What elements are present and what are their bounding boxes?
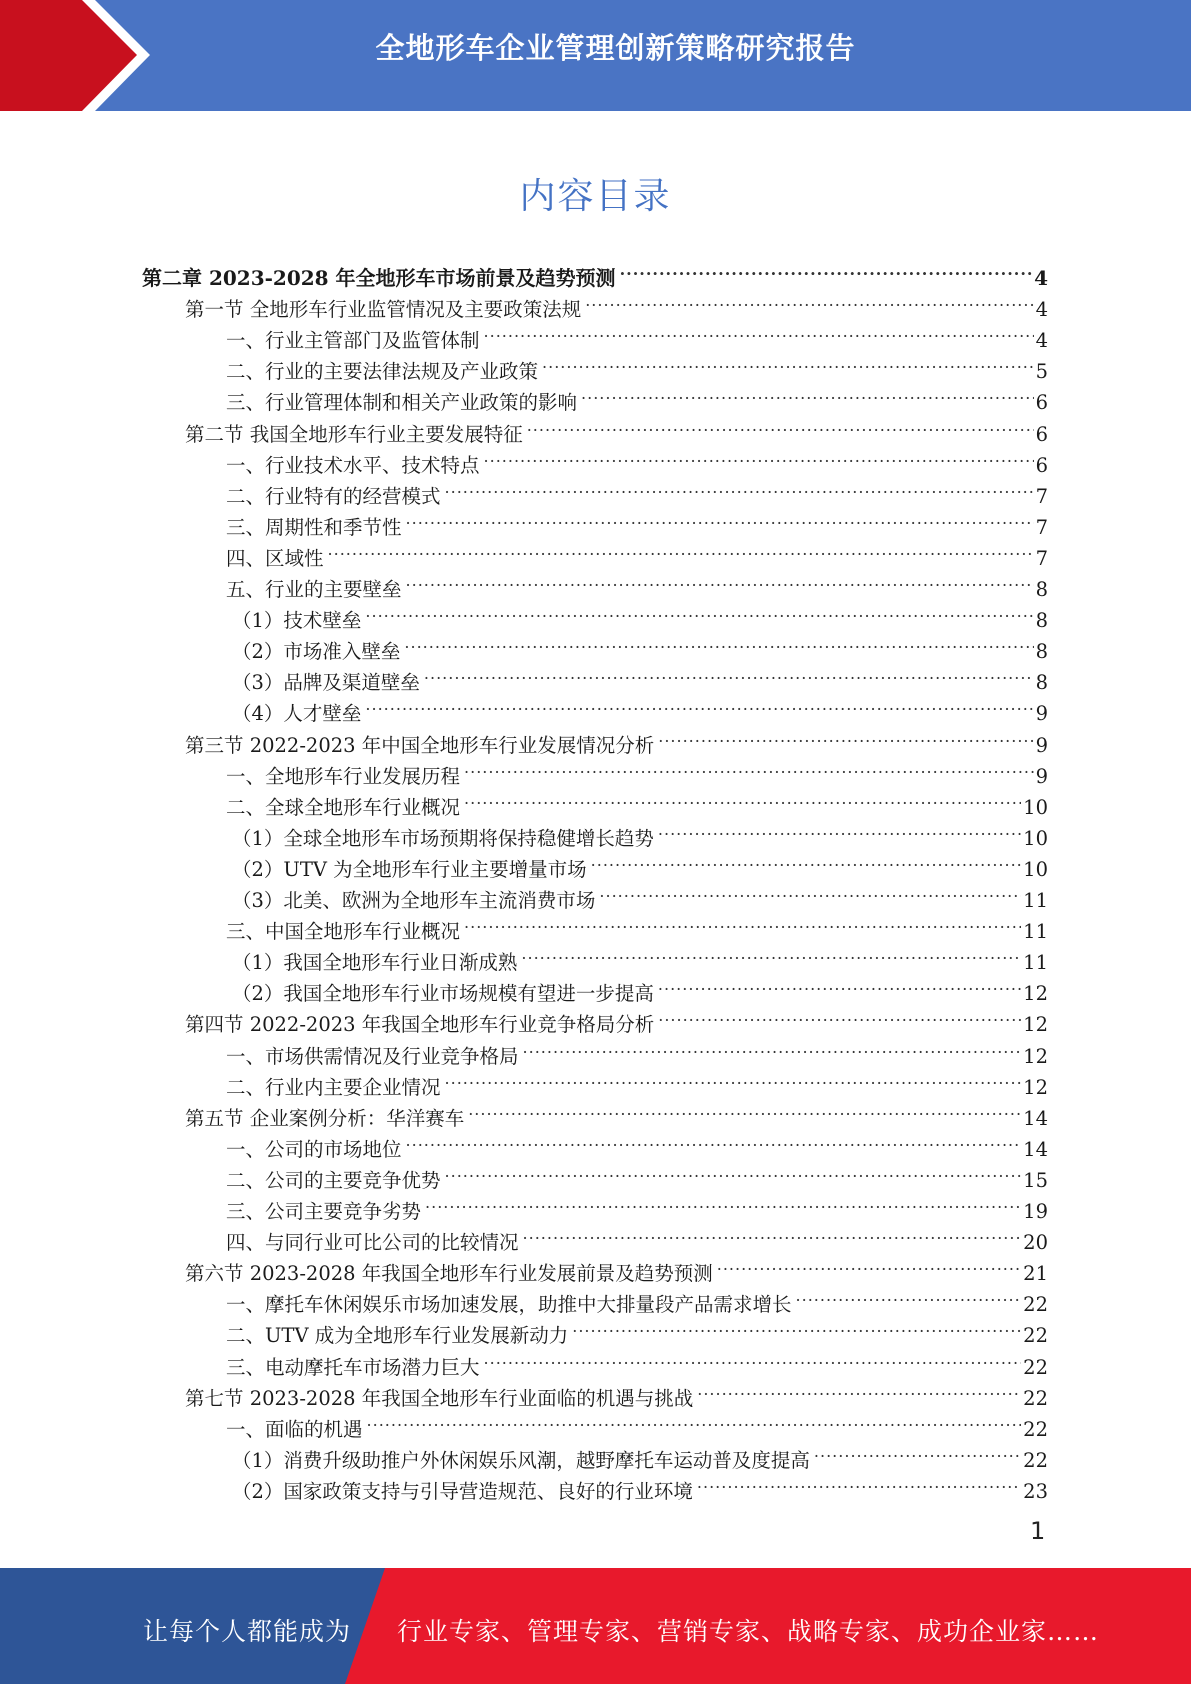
toc-entry-page: 5 [1035, 360, 1048, 383]
toc-entry[interactable] [226, 565, 1048, 601]
toc-entry[interactable] [226, 1187, 1048, 1223]
toc-leader-dots [523, 1032, 1022, 1063]
toc-entry-label: （1）全球全地形车市场预期将保持稳健增长趋势 [232, 827, 654, 850]
report-title: 全地形车企业管理创新策略研究报告 [375, 31, 856, 65]
toc-entry[interactable] [226, 1156, 1048, 1192]
toc-entry-page: 12 [1023, 982, 1048, 1005]
toc-entry-label: 一、全地形车行业发展历程 [226, 765, 461, 788]
toc-leader-dots [658, 721, 1033, 752]
toc-entry-label: 二、行业的主要法律法规及产业政策 [226, 360, 539, 383]
toc-entry-page: 14 [1023, 1107, 1048, 1130]
toc-entry[interactable] [232, 938, 1048, 974]
toc-entry-page: 11 [1023, 951, 1048, 974]
toc-entry[interactable] [232, 596, 1048, 632]
toc-entry[interactable] [232, 1436, 1048, 1472]
toc-entry-label: （1）我国全地形车行业日渐成熟 [232, 951, 518, 974]
toc-entry[interactable] [226, 1343, 1048, 1379]
toc-entry-page: 12 [1023, 1045, 1048, 1068]
toc-entry[interactable] [232, 1467, 1048, 1503]
toc-leader-dots [406, 503, 1034, 534]
toc-entry-page: 22 [1023, 1387, 1048, 1410]
toc-entry-label: 第七节 2023-2028 年我国全地形车行业面临的机遇与挑战 [185, 1387, 694, 1410]
toc-leader-dots [658, 969, 1021, 1000]
toc-entry-page: 10 [1023, 827, 1048, 850]
toc-leader-dots [404, 627, 1033, 658]
toc-entry[interactable] [232, 969, 1048, 1005]
toc-leader-dots [425, 1187, 1021, 1218]
toc-leader-dots [527, 410, 1034, 441]
toc-leader-dots [445, 1063, 1022, 1094]
toc-entry-label: （1）技术壁垒 [232, 609, 362, 632]
toc-leader-dots [445, 472, 1034, 503]
toc-leader-dots [658, 814, 1021, 845]
toc-entry[interactable] [226, 1218, 1048, 1254]
toc-entry-label: 一、摩托车休闲娱乐市场加速发展，助推中大排量段产品需求增长 [226, 1293, 792, 1316]
toc-entry[interactable] [226, 472, 1048, 508]
toc-entry-page: 19 [1023, 1200, 1048, 1223]
toc-leader-dots [484, 316, 1034, 347]
toc-entry-label: 一、面临的机遇 [226, 1418, 363, 1441]
toc-entry-label: （2）市场准入壁垒 [232, 640, 401, 663]
toc-entry[interactable] [185, 410, 1048, 446]
toc-entry[interactable] [226, 1280, 1048, 1316]
toc-leader-dots [406, 565, 1034, 596]
page-number: 1 [1030, 1517, 1046, 1545]
toc-entry[interactable] [226, 752, 1048, 788]
toc-entry-label: 四、区域性 [226, 547, 324, 570]
toc-entry[interactable] [226, 441, 1048, 477]
toc-entry-label: 三、中国全地形车行业概况 [226, 920, 461, 943]
toc-entry-label: （3）北美、欧洲为全地形车主流消费市场 [232, 889, 596, 912]
toc-entry[interactable] [226, 783, 1048, 819]
toc-entry-label: 四、与同行业可比公司的比较情况 [226, 1231, 519, 1254]
toc-entry-label: （2）UTV 为全地形车行业主要增量市场 [232, 858, 587, 881]
toc-entry-page: 22 [1023, 1418, 1048, 1441]
toc-entry-page: 6 [1035, 454, 1048, 477]
toc-entry-label: 二、行业特有的经营模式 [226, 485, 441, 508]
toc-entry-page: 22 [1023, 1293, 1048, 1316]
toc-leader-dots [468, 1094, 1021, 1125]
toc-leader-dots [658, 1000, 1021, 1031]
toc-leader-dots [464, 752, 1034, 783]
toc-leader-dots [424, 658, 1034, 689]
toc-entry[interactable] [232, 627, 1048, 663]
toc-leader-dots [599, 876, 1021, 907]
toc-entry[interactable] [232, 689, 1048, 725]
toc-entry[interactable] [185, 1249, 1048, 1285]
toc-entry-page: 8 [1035, 640, 1048, 663]
toc-leader-dots [796, 1280, 1022, 1311]
report-header [0, 0, 1191, 111]
toc-leader-dots [581, 378, 1034, 409]
toc-entry-page: 10 [1023, 858, 1048, 881]
toc-entry-label: 第六节 2023-2028 年我国全地形车行业发展前景及趋势预测 [185, 1262, 713, 1285]
toc-leader-dots [814, 1436, 1021, 1467]
toc-entry-label: 一、行业技术水平、技术特点 [226, 454, 480, 477]
toc-leader-dots [367, 1405, 1022, 1436]
toc-entry[interactable] [232, 876, 1048, 912]
toc-entry[interactable] [226, 1405, 1048, 1441]
toc-entry-page: 8 [1035, 609, 1048, 632]
toc-entry-page: 22 [1023, 1324, 1048, 1347]
toc-entry-label: 一、市场供需情况及行业竞争格局 [226, 1045, 519, 1068]
toc-leader-dots [484, 441, 1034, 472]
toc-entry[interactable] [232, 658, 1048, 694]
toc-entry-page: 7 [1035, 516, 1048, 539]
toc-entry-page: 9 [1035, 702, 1048, 725]
toc-leader-dots [585, 285, 1033, 316]
toc-leader-dots [620, 254, 1033, 285]
toc-leader-dots [697, 1374, 1021, 1405]
toc-entry-label: 第二章 2023-2028 年全地形车市场前景及趋势预测 [142, 266, 616, 290]
toc-leader-dots [328, 534, 1034, 565]
toc-entry[interactable] [185, 1374, 1048, 1410]
toc-leader-dots [365, 689, 1033, 720]
toc-entry[interactable] [226, 378, 1048, 414]
toc-leader-dots [445, 1156, 1022, 1187]
toc-entry-label: （4）人才壁垒 [232, 702, 362, 725]
toc-leader-dots [484, 1343, 1022, 1374]
toc-entry-page: 4 [1034, 266, 1048, 290]
toc-entry[interactable] [185, 1000, 1048, 1036]
toc-entry[interactable] [185, 721, 1048, 757]
toc-entry-page: 8 [1035, 578, 1048, 601]
toc-entry[interactable] [185, 285, 1048, 321]
toc-entry-label: 三、行业管理体制和相关产业政策的影响 [226, 391, 578, 414]
toc-entry-page: 6 [1035, 423, 1048, 446]
toc-entry-label: 三、电动摩托车市场潜力巨大 [226, 1356, 480, 1379]
toc-leader-dots [717, 1249, 1021, 1280]
toc-leader-dots [523, 1218, 1022, 1249]
toc-entry[interactable] [142, 254, 1048, 290]
toc-entry-label: （1）消费升级助推户外休闲娱乐风潮，越野摩托车运动普及度提高 [232, 1449, 810, 1472]
toc-leader-dots [697, 1467, 1021, 1498]
toc-leader-dots [464, 907, 1021, 938]
toc-entry[interactable] [232, 814, 1048, 850]
toc-heading: 内容目录 [519, 176, 672, 217]
toc-entry[interactable] [226, 907, 1048, 943]
footer-slogan-left: 让每个人都能成为 [143, 1617, 352, 1646]
toc-leader-dots [406, 1125, 1022, 1156]
toc-entry[interactable] [226, 534, 1048, 570]
toc-entry-page: 9 [1035, 734, 1048, 757]
toc-leader-dots [521, 938, 1021, 969]
toc-entry-label: 第四节 2022-2023 年我国全地形车行业竞争格局分析 [185, 1013, 655, 1036]
toc-entry[interactable] [226, 1311, 1048, 1347]
toc-entry-page: 6 [1035, 391, 1048, 414]
toc-entry-page: 21 [1023, 1262, 1048, 1285]
toc-entry[interactable] [226, 316, 1048, 352]
toc-entry-label: 二、公司的主要竞争优势 [226, 1169, 441, 1192]
toc-entry-page: 22 [1023, 1356, 1048, 1379]
toc-entry[interactable] [232, 845, 1048, 881]
toc-entry-page: 11 [1023, 920, 1048, 943]
toc-leader-dots [365, 596, 1033, 627]
toc-leader-dots [591, 845, 1022, 876]
toc-entry-page: 22 [1023, 1449, 1048, 1472]
toc-leader-dots [464, 783, 1021, 814]
toc-entry[interactable] [226, 1125, 1048, 1161]
toc-entry-label: （2）我国全地形车行业市场规模有望进一步提高 [232, 982, 654, 1005]
toc-entry-label: 一、行业主管部门及监管体制 [226, 329, 480, 352]
footer-slogan-right: 行业专家、管理专家、营销专家、战略专家、成功企业家…… [397, 1617, 1100, 1646]
toc-entry-label: 第二节 我国全地形车行业主要发展特征 [185, 423, 523, 446]
toc-entry-label: 一、公司的市场地位 [226, 1138, 402, 1161]
toc-entry-page: 7 [1035, 547, 1048, 570]
toc-entry-label: 第一节 全地形车行业监管情况及主要政策法规 [185, 298, 582, 321]
toc-entry-page: 11 [1023, 889, 1048, 912]
toc-entry-page: 12 [1023, 1076, 1048, 1099]
toc-leader-dots [542, 347, 1034, 378]
toc-entry-label: 二、UTV 成为全地形车行业发展新动力 [226, 1324, 569, 1347]
toc-entry-label: 三、公司主要竞争劣势 [226, 1200, 422, 1223]
toc-entry[interactable] [226, 347, 1048, 383]
toc-entry-page: 20 [1023, 1231, 1048, 1254]
toc-entry-page: 4 [1035, 329, 1048, 352]
toc-entry-label: 五、行业的主要壁垒 [226, 578, 402, 601]
toc-entry-page: 12 [1023, 1013, 1048, 1036]
toc-entry-page: 8 [1035, 671, 1048, 694]
toc-entry[interactable] [226, 1032, 1048, 1068]
toc-entry-page: 14 [1023, 1138, 1048, 1161]
toc-entry-page: 15 [1023, 1169, 1048, 1192]
toc-entry-label: 二、行业内主要企业情况 [226, 1076, 441, 1099]
toc-entry[interactable] [185, 1094, 1048, 1130]
toc-entry-page: 4 [1035, 298, 1048, 321]
report-footer [0, 1568, 1191, 1684]
toc-entry-label: 三、周期性和季节性 [226, 516, 402, 539]
toc-entry[interactable] [226, 1063, 1048, 1099]
toc-leader-dots [572, 1311, 1021, 1342]
toc-entry-page: 10 [1023, 796, 1048, 819]
toc-entry-page: 9 [1035, 765, 1048, 788]
toc-entry-page: 7 [1035, 485, 1048, 508]
toc-entry-label: （2）国家政策支持与引导营造规范、良好的行业环境 [232, 1480, 693, 1503]
toc-entry-page: 23 [1023, 1480, 1048, 1503]
toc-entry-label: （3）品牌及渠道壁垒 [232, 671, 420, 694]
toc-entry-label: 第五节 企业案例分析：华洋赛车 [185, 1107, 465, 1130]
toc-entry[interactable] [226, 503, 1048, 539]
toc-entry-label: 二、全球全地形车行业概况 [226, 796, 461, 819]
toc-entry-label: 第三节 2022-2023 年中国全地形车行业发展情况分析 [185, 734, 655, 757]
